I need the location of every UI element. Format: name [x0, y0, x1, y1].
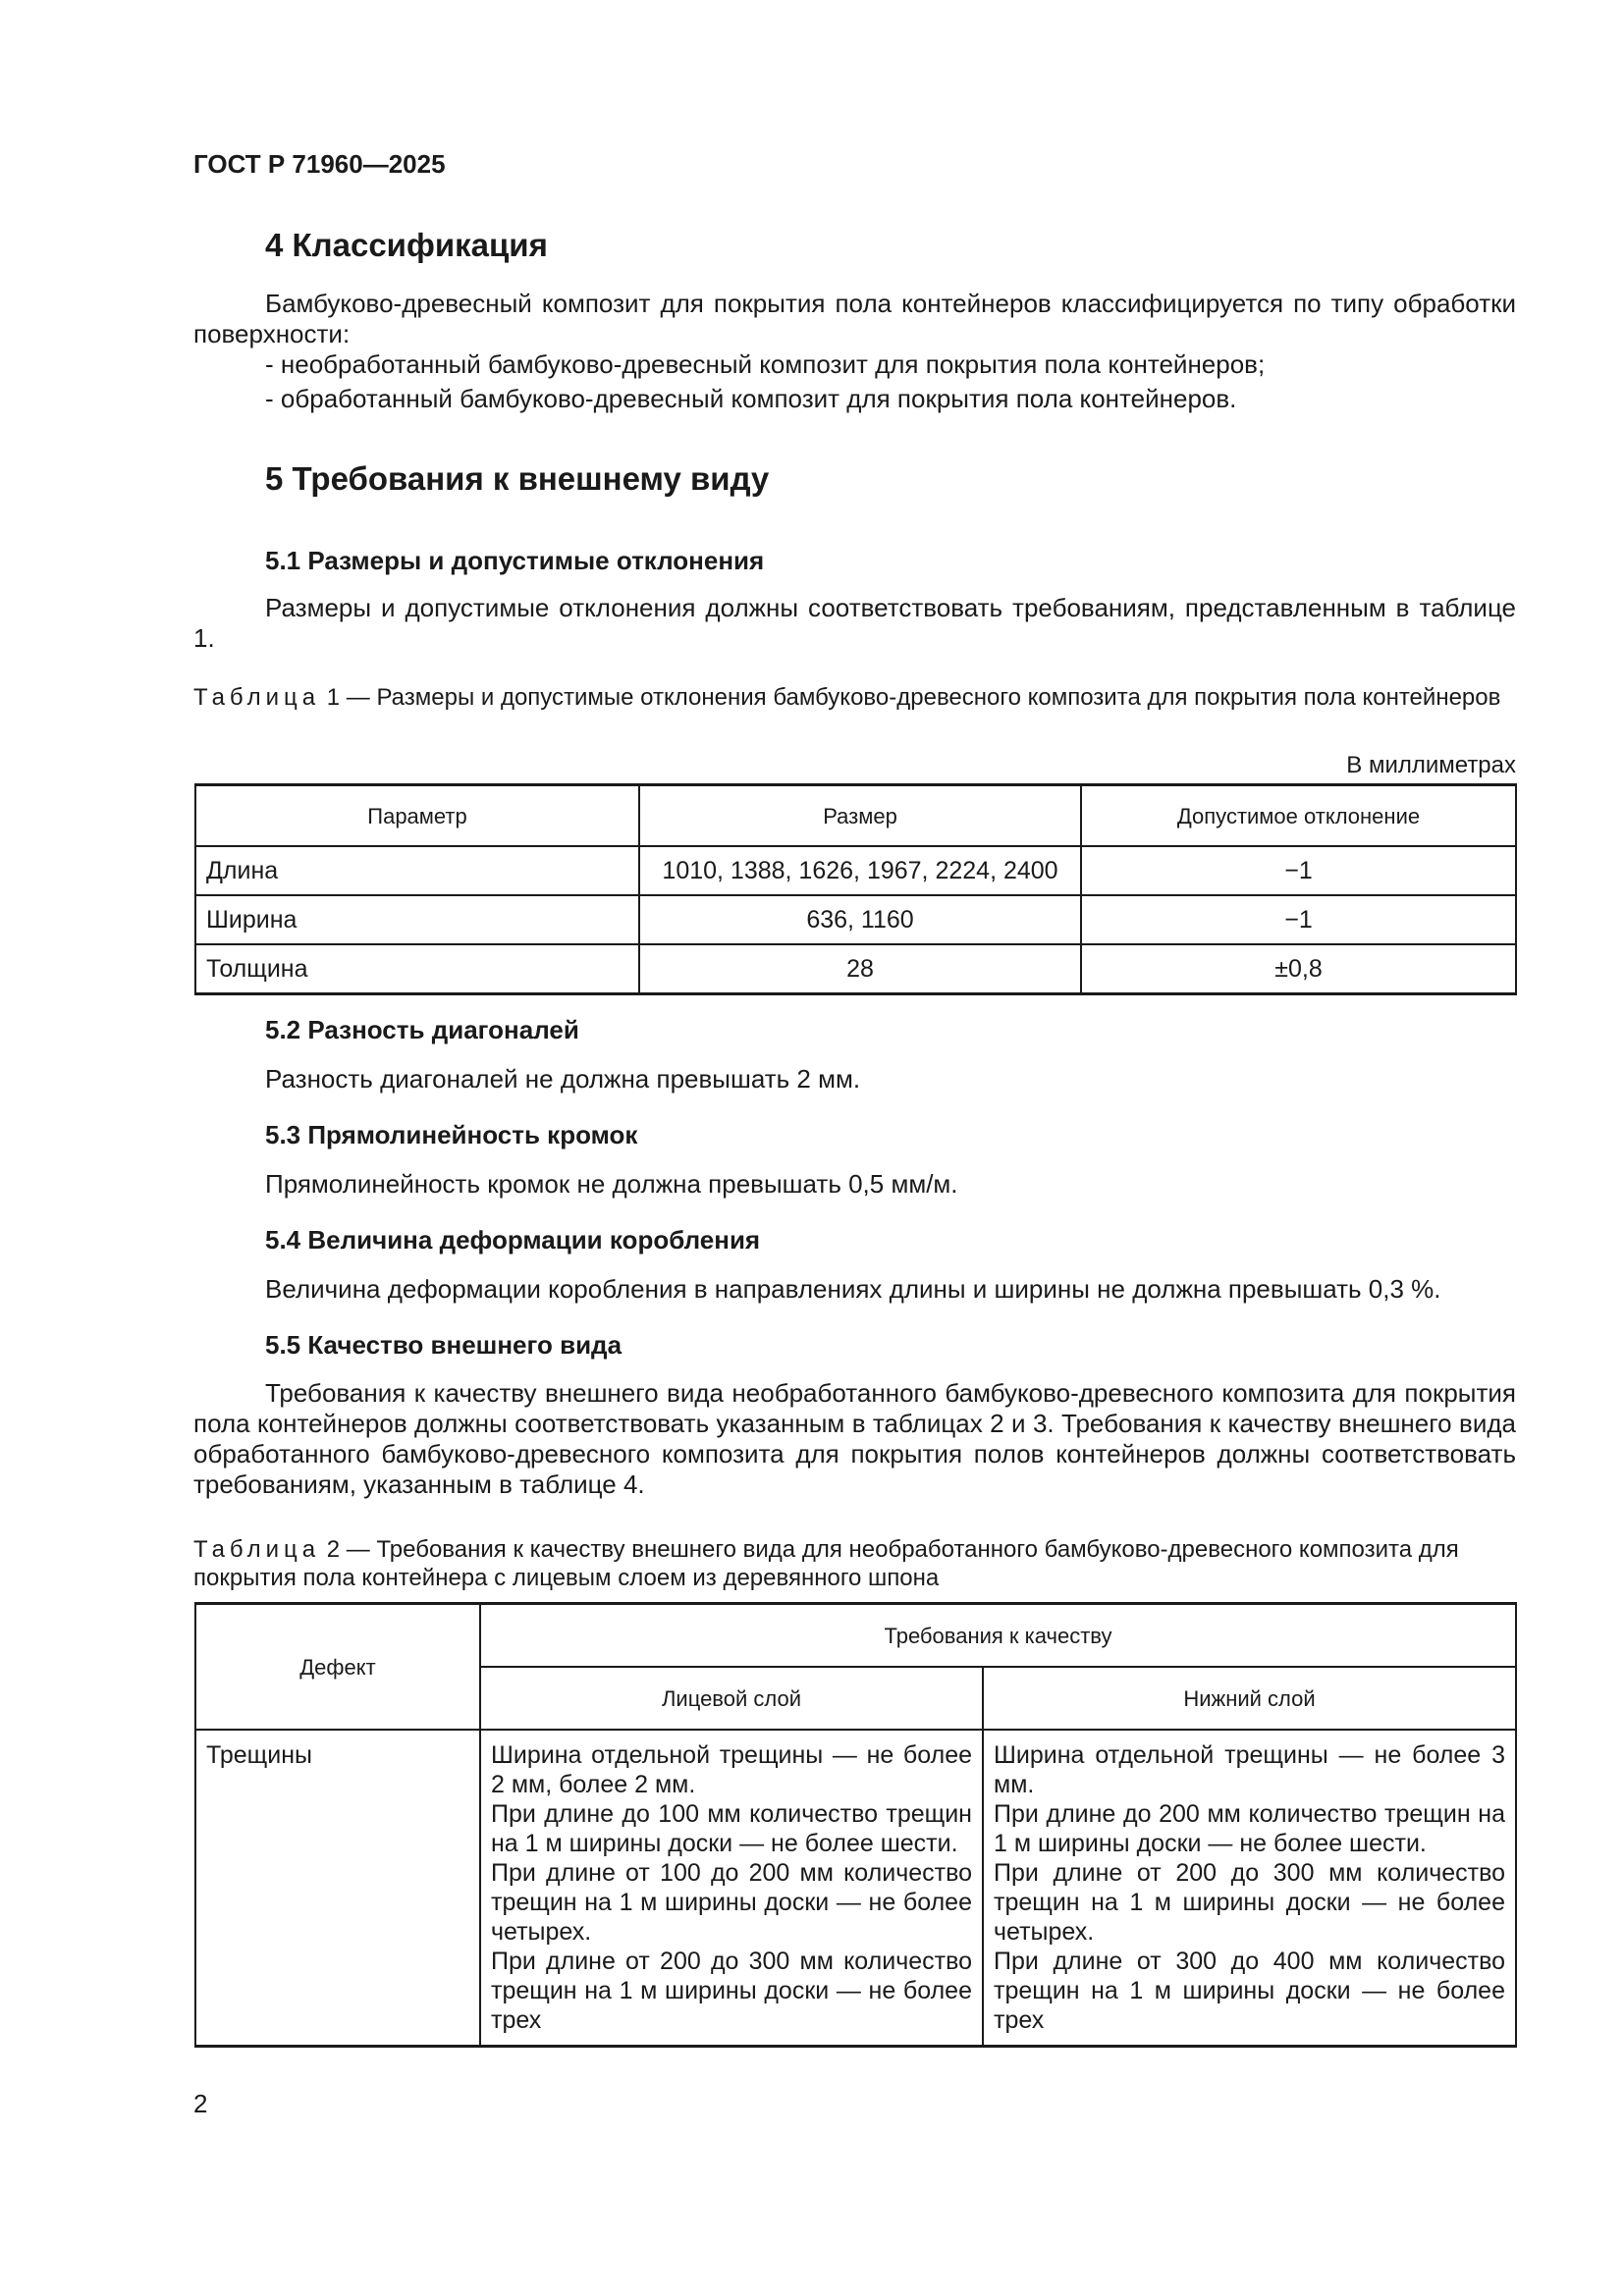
table-cell: ±0,8 [1081, 944, 1516, 994]
section-5-2-heading: 5.2 Разность диагоналей [265, 1015, 579, 1044]
table-2 [194, 1602, 1517, 2048]
table-1 [194, 783, 1517, 995]
table-header-row [195, 785, 1516, 847]
section-5-1-text-body: Размеры и допустимые отклонения должны соответствовать требованиям, представленным в таблице 1. [193, 593, 1516, 653]
face-layer-line: Ширина отдельной трещины — не более 2 мм, более 2 мм. [491, 1741, 972, 1798]
table-cell: 28 [639, 944, 1081, 994]
table-header-row [195, 1604, 1516, 1668]
face-layer-line: При длине от 100 до 200 мм количество трещин на 1 м ширины доски — не более четырех. [491, 1859, 972, 1946]
section-4-intro [193, 289, 1516, 349]
section-5-5-heading: 5.5 Качество внешнего вида [265, 1330, 623, 1360]
section-5-1-heading: 5.1 Размеры и допустимые отклонения [265, 546, 765, 575]
table-header-cell: Дефект [195, 1604, 480, 1731]
table-header-cell: Нижний слой [983, 1667, 1516, 1730]
table-cell [983, 1730, 1516, 2047]
section-5-3-heading: 5.3 Прямолинейность кромок [265, 1120, 638, 1149]
section-5-4-text: Величина деформации коробления в направлениях длины и ширины не должна превышать 0,3 %. [265, 1274, 1441, 1304]
table-2-caption [193, 1535, 1516, 1592]
table-cell: −1 [1081, 846, 1516, 895]
section-5-5-text-body: Требования к качеству внешнего вида необработанного бамбуково-древесного композита для покрытия пола контейнеров должны соответствовать указанным в таблицах 2 и 3. Требования к качеству внешнего вида обработанного бамбуково-древесного композита для покрытия полов контейнеров должны соответствовать требованиям, указанным в таблице 4. [193, 1378, 1516, 1499]
bottom-layer-line: При длине от 300 до 400 мм количество трещин на 1 м ширины доски — не более трех [994, 1948, 1505, 2034]
table-cell: 636, 1160 [639, 895, 1081, 944]
table-1-caption [193, 683, 1516, 712]
table-cell: 1010, 1388, 1626, 1967, 2224, 2400 [639, 846, 1081, 895]
section-5-2-text: Разность диагоналей не должна превышать 2 мм. [265, 1064, 861, 1094]
table-row [195, 1730, 1516, 2047]
section-4-heading: 4 Классификация [265, 227, 548, 263]
table-1-caption-label: Таблица [193, 684, 321, 711]
section-5-5-text [193, 1378, 1516, 1500]
table-header-cell: Требования к качеству [480, 1604, 1516, 1668]
section-5-1-text [193, 593, 1516, 654]
page-number: 2 [193, 2089, 208, 2118]
section-4-item-1: - необработанный бамбуково-древесный композит для покрытия пола контейнеров; [265, 349, 1266, 379]
table-cell: Длина [195, 846, 639, 895]
table-row [195, 944, 1516, 994]
table-cell [480, 1730, 983, 2047]
table-2-caption-label: Таблица [193, 1536, 321, 1563]
table-cell: −1 [1081, 895, 1516, 944]
document-header: ГОСТ Р 71960—2025 [193, 149, 446, 179]
table-header-cell: Параметр [195, 785, 639, 847]
section-5-3-text: Прямолинейность кромок не должна превышать 0,5 мм/м. [265, 1169, 958, 1199]
table-1-caption-text: 1 — Размеры и допустимые отклонения бамбуково-древесного композита для покрытия пола контейнеров [320, 684, 1501, 711]
bottom-layer-line: При длине от 200 до 300 мм количество трещин на 1 м ширины доски — не более четырех. [994, 1859, 1505, 1946]
table-row [195, 895, 1516, 944]
face-layer-line: При длине от 200 до 300 мм количество трещин на 1 м ширины доски — не более трех [491, 1948, 972, 2034]
section-5-heading: 5 Требования к внешнему виду [265, 460, 770, 497]
table-2-caption-text: 2 — Требования к качеству внешнего вида для необработанного бамбуково-древесного композита для покрытия пола контейнера с лицевым слоем из деревянного шпона [193, 1536, 1459, 1591]
face-layer-line: При длине до 100 мм количество трещин на 1 м ширины доски — не более шести. [491, 1800, 972, 1857]
table-1-units: В миллиметрах [1346, 752, 1516, 778]
table-cell: Ширина [195, 895, 639, 944]
bottom-layer-line: Ширина отдельной трещины — не более 3 мм. [994, 1741, 1505, 1798]
table-header-cell: Лицевой слой [480, 1667, 983, 1730]
section-4-intro-text: Бамбуково-древесный композит для покрытия пола контейнеров классифицируется по типу обработки поверхности: [193, 289, 1516, 348]
table-cell: Трещины [195, 1730, 480, 2047]
table-header-cell: Допустимое отклонение [1081, 785, 1516, 847]
table-header-cell: Размер [639, 785, 1081, 847]
section-4-item-2: - обработанный бамбуково-древесный композит для покрытия пола контейнеров. [265, 384, 1237, 413]
table-row [195, 846, 1516, 895]
table-cell: Толщина [195, 944, 639, 994]
bottom-layer-line: При длине до 200 мм количество трещин на 1 м ширины доски — не более шести. [994, 1800, 1505, 1857]
section-5-4-heading: 5.4 Величина деформации коробления [265, 1225, 761, 1255]
